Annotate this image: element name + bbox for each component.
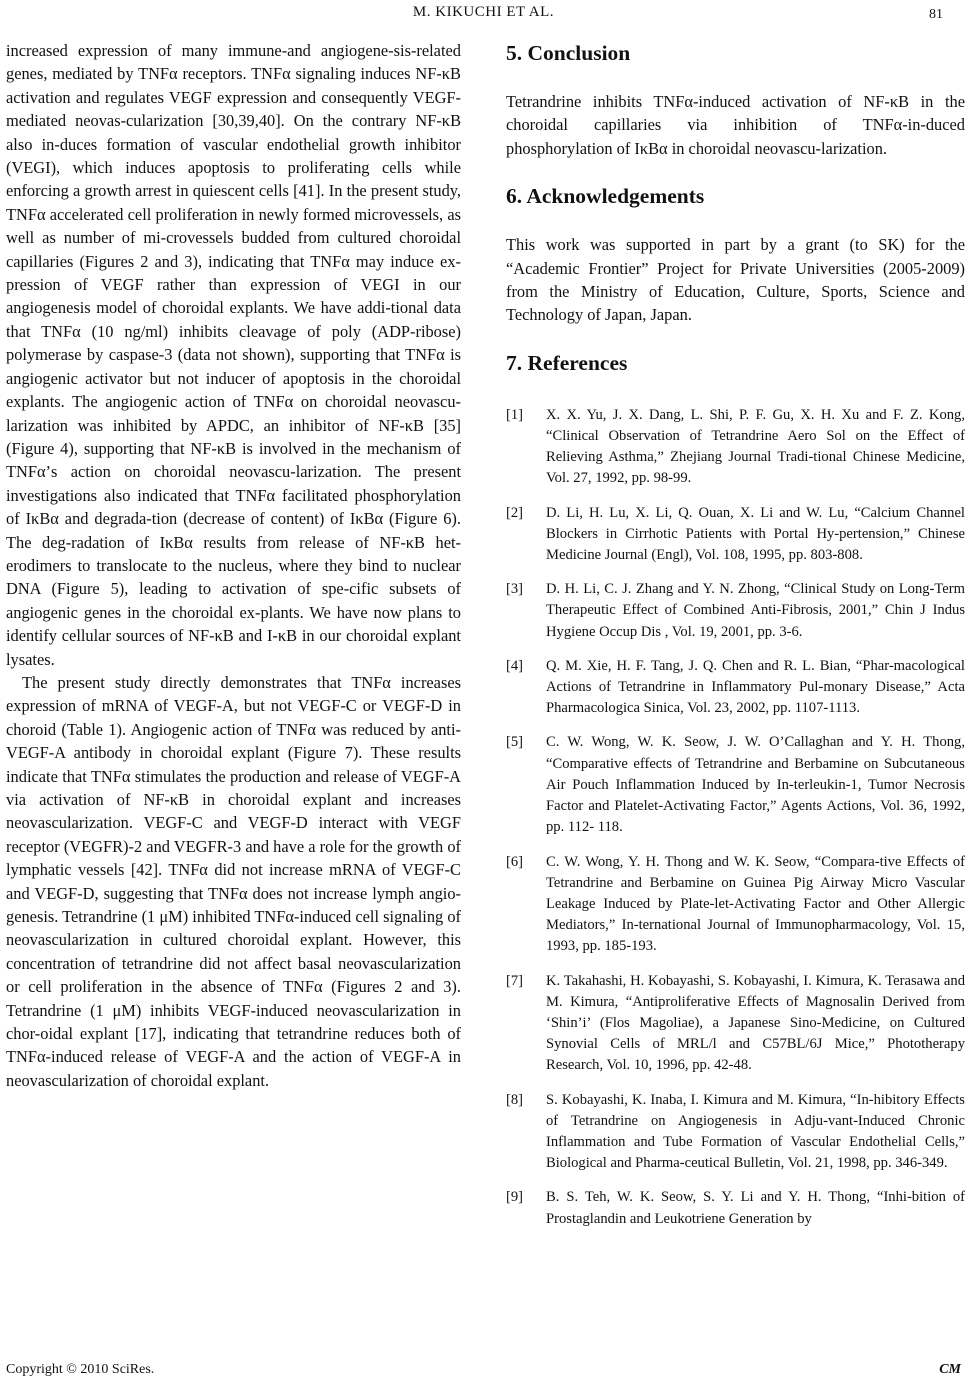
reference-text: B. S. Teh, W. K. Seow, S. Y. Li and Y. H. Thong, “Inhi-bition of Prostaglandin and Leukotriene Generation by	[546, 1189, 965, 1227]
reference-number: [7]	[506, 972, 524, 989]
reference-text: C. W. Wong, Y. H. Thong and W. K. Seow, “Compara-tive Effects of Tetrandrine and Berbamine on Guinea Pig Airway Micro Vascular Leakage Induced by Plate-let-Activating Factor and Other Allergic Mediators,” In-ternational Journal of Immunopharmacology, Vol. 15, 1993, pp. 185-193.	[546, 853, 965, 955]
reference-number: [4]	[506, 657, 524, 674]
conclusion-text: Tetrandrine inhibits TNFα-induced activation of NF-κB in the choroidal capillaries via inhibition of TNFα-in-duced phosphorylation of IκBα in choroidal neovascu-larization.	[506, 92, 965, 158]
conclusion-heading: 5. Conclusion	[506, 41, 631, 65]
reference-number: [9]	[506, 1189, 524, 1206]
reference-text: D. Li, H. Lu, X. Li, Q. Ouan, X. Li and W. Lu, “Calcium Channel Blockers in Cirrhotic Patients with Portal Hy-pertension,” Chinese Medicine Journal (Engl), Vol. 108, 1995, pp. 803-808.	[546, 504, 965, 564]
page-number: 81	[929, 7, 943, 22]
reference-item	[506, 971, 965, 1077]
reference-list	[506, 405, 965, 1230]
reference-item	[506, 1187, 965, 1229]
reference-number: [2]	[506, 504, 524, 521]
reference-number: [1]	[506, 406, 524, 423]
reference-item	[506, 656, 965, 720]
reference-text: D. H. Li, C. J. Zhang and Y. N. Zhong, “Clinical Study on Long-Term Therapeutic Effect of Combined Anti-Fibrosis, 2001,” Chin J Indus Hygiene Occup Dis , Vol. 19, 2001, pp. 3-6.	[546, 581, 965, 640]
reference-number: [5]	[506, 734, 524, 751]
acknowledgements-text: This work was supported in part by a grant (to SK) for the “Academic Frontier” Project for Private Universities (2005-2009) from the Ministry of Education, Culture, Sports, Science and Technology of Japan, Japan.	[506, 235, 965, 325]
reference-number: [6]	[506, 853, 524, 870]
reference-text: S. Kobayashi, K. Inaba, I. Kimura and M. Kimura, “In-hibitory Effects of Tetrandrine on Angiogenesis in Adju-vant-Induced Chronic Inflammation and Tube Formation of Vascular Endothelial Cells,” Biological and Pharma-ceutical Bulletin, Vol. 21, 1998, pp. 346-349.	[546, 1091, 965, 1172]
reference-item	[506, 1090, 965, 1175]
reference-text: X. X. Yu, J. X. Dang, L. Shi, P. F. Gu, X. H. Xu and F. Z. Kong, “Clinical Observation of Tetrandrine Aero Sol on the Effect of Relieving Asthma,” Zhejiang Journal Tradi-tional Chinese Medicine, Vol. 27, 1992, pp. 98-99.	[546, 406, 965, 487]
reference-item	[506, 579, 965, 643]
acknowledgements-heading: 6. Acknowledgements	[506, 184, 705, 209]
references-heading: 7. References	[506, 350, 628, 375]
reference-text: Q. M. Xie, H. F. Tang, J. Q. Chen and R. L. Bian, “Phar-macological Actions of Tetrandrine in Inflammatory Pul-monary Disease,” Acta Pharmacologica Sinica, Vol. 23, 2002, pp. 1107-1113.	[546, 657, 965, 717]
reference-number: [3]	[506, 581, 524, 598]
right-column	[506, 39, 965, 1243]
reference-text: K. Takahashi, H. Kobayashi, S. Kobayashi, I. Kimura, K. Terasawa and M. Kimura, “Antiproliferative Effects of Magnosalin Derived from ‘Shin’i’ (Flos Magoliae), a Japanese Sino-Medicine, on Cultured Synovial Cells of MRL/l and C57BL/6J Mice,” Phototherapy Research, Vol. 10, 1996, pp. 42-48.	[546, 972, 965, 1074]
page-footer	[0, 1362, 967, 1382]
left-column	[6, 39, 461, 1092]
running-head-authors: M. KIKUCHI ET AL.	[412, 4, 555, 20]
journal-abbreviation: CM	[939, 1362, 961, 1377]
body-paragraph-1: increased expression of many immune-and angiogene-sis-related genes, mediated by TNFα receptors. TNFα signaling induces NF-κB activation and regulates VEGF expression and consequently VEGF- mediated neovas-cularization [30,39,40]. On the contrary NF-κB also in-duces formation of vascular endothelial growth inhibitor (VEGI), which induces apoptosis to proliferating cells while enforcing a growth arrest in quiescent cells [41]. In the present study, TNFα accelerated cell proliferation in newly formed microvessels, as well as number of mi-crovessels budded from cultured choroidal capillaries (Figures 2 and 3), indicating that TNFα may induce ex-pression of VEGF rather than expression of VEGI in our angiogenesis model of choroidal explants. We have addi-tional data that TNFα (10 ng/ml) inhibits cleavage of poly (ADP-ribose) polymerase by caspase-3 (data not shown), supporting that TNFα is angiogenic activator but not inducer of apoptosis in the choroidal explants. The angiogenic action of TNFα on choroidal neovascu-larization was inhibited by APDC, an inhibitor of NF-κB [35] (Figure 4), supporting that NF-κB is involved in the mechanism of TNFα’s action on choroidal neovascu-larization. The present investigations also indicated that TNFα facilitated phosphorylation of IκBα and degrada-tion (decrease of content) of IκBα (Figure 6). The deg-radation of IκBα results from release of NF-κB het-erodimers to translocate to the nucleus, where they bind to nuclear DNA (Figure 5), leading to activation of spe-cific subsets of angiogenic genes in the choroidal ex-plants. We have now plans to identify cellular sources of NF-κB and I-κB in our choroidal explant lysates.	[6, 41, 461, 669]
reference-item	[506, 732, 965, 838]
reference-item	[506, 852, 965, 958]
reference-item	[506, 503, 965, 567]
body-paragraph-2: The present study directly demonstrates that TNFα increases expression of mRNA of VEGF-A, but not VEGF-C or VEGF-D in choroid (Table 1). Angiogenic action of TNFα was reduced by anti-VEGF-A antibody in choroidal explant (Figure 7). These results indicate that TNFα stimulates the production and release of VEGF-A via activation of NF-κB in choroidal explant and increases neovascularization. VEGF-C and VEGF-D interact with VEGF receptor (VEGFR)-2 and VEGFR-3 and have a role for the growth of lymphatic vessels [42]. TNFα did not increase mRNA of VEGF-C and VEGF-D, suggesting that TNFα does not increase lymph angio-genesis. Tetrandrine (1 μM) inhibited TNFα-induced cell signaling of neovascularization in cultured choroidal explant. However, this concentration of tetrandrine did not affect basal neovascularization or cell proliferation in the absence of TNFα (Figures 2 and 3). Tetrandrine (1 μM) inhibits VEGF-induced neovascularization in chor-oidal explant [17], indicating that tetrandrine reduces both of TNFα-induced release of VEGF-A and the action of VEGF-A in neovascularization of choroidal explant.	[6, 672, 461, 1090]
reference-number: [8]	[506, 1091, 524, 1108]
running-head	[0, 4, 967, 24]
reference-item	[506, 405, 965, 490]
copyright-notice: Copyright © 2010 SciRes.	[6, 1362, 155, 1377]
reference-text: C. W. Wong, W. K. Seow, J. W. O’Callaghan and Y. H. Thong, “Comparative effects of Tetrandrine and Berbamine on Subcutaneous Air Pouch Inflammation Induced by In-terleukin-1, Tumor Necrosis Factor and Platelet-Activating Factor,” Agents Actions, Vol. 36, 1992, pp. 112- 118.	[546, 734, 965, 836]
